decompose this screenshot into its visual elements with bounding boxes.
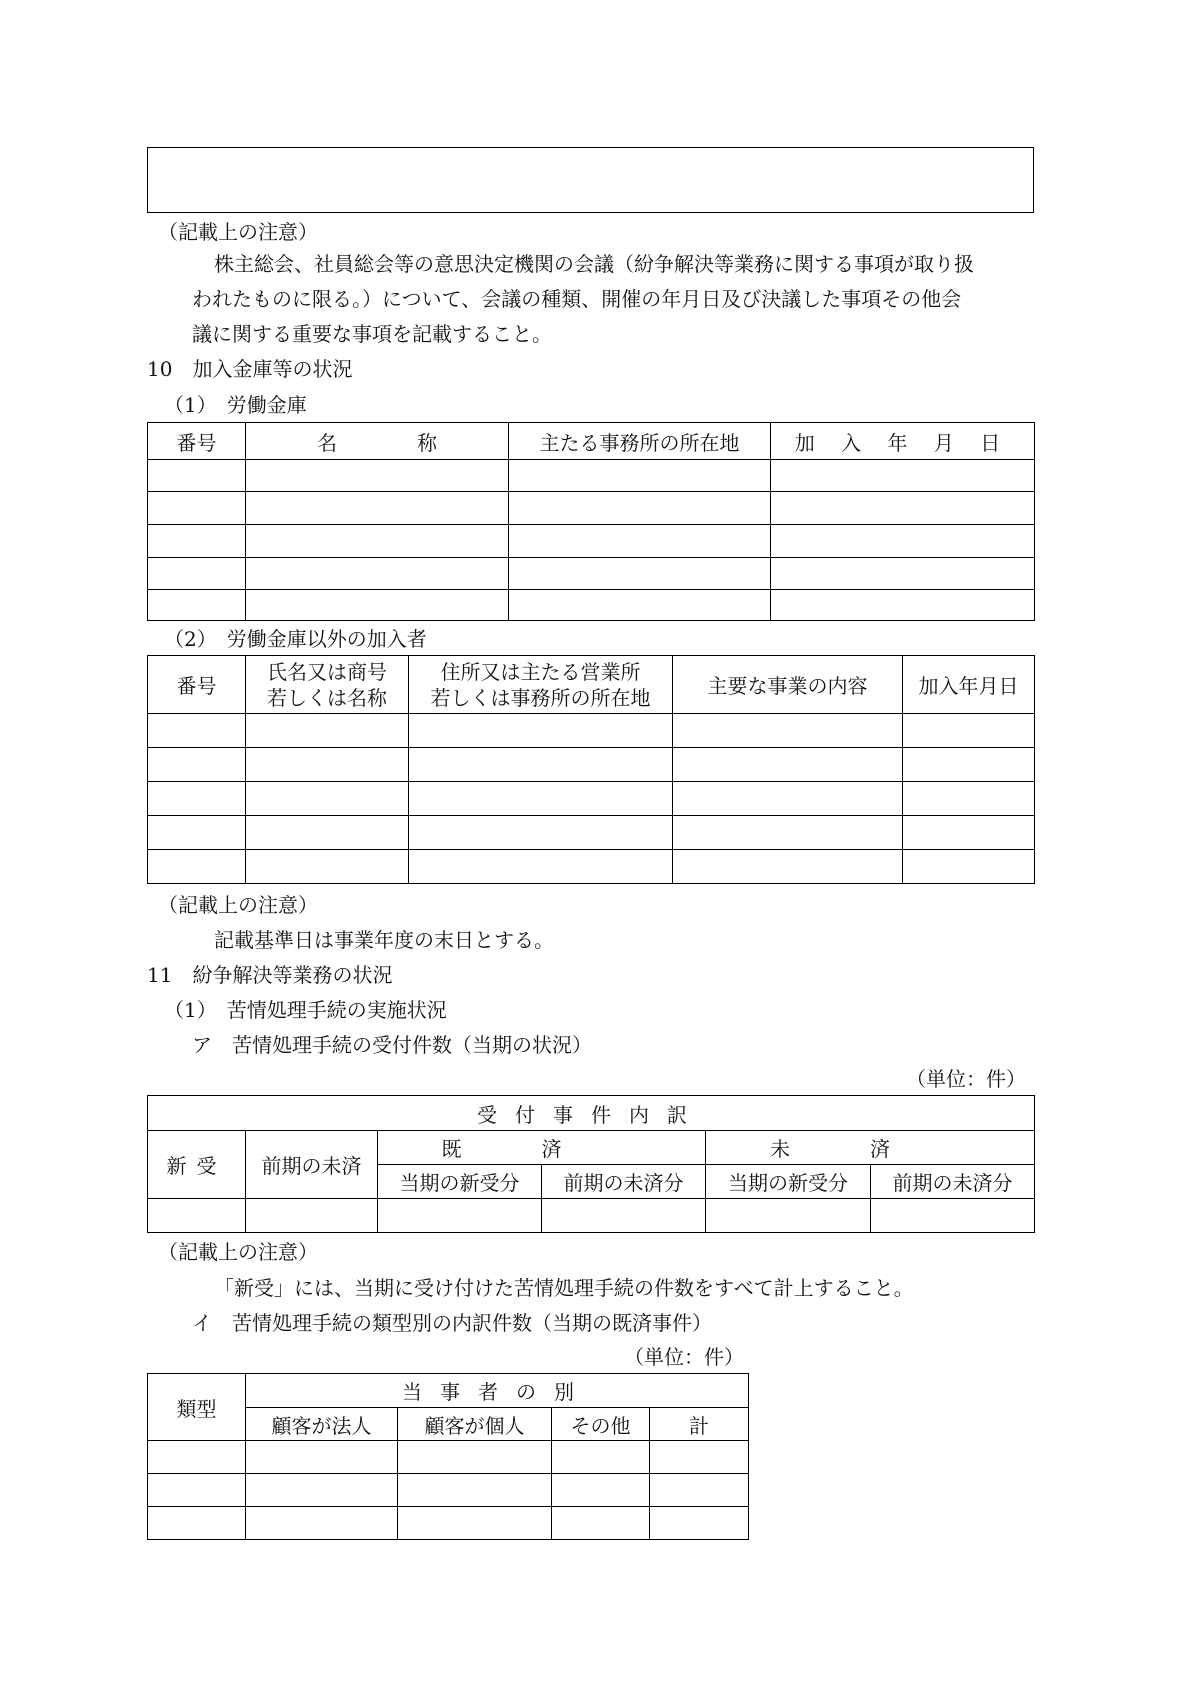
table-cell[interactable] [246,1474,398,1507]
section-11-title: 11 紛争解決等業務の状況 [147,963,393,987]
unit-label-i: （単位：件） [624,1345,744,1369]
group-header-done: 既済 [378,1131,706,1165]
table-row [148,1474,749,1507]
table-row [148,714,1035,748]
table-cell[interactable] [409,850,673,884]
table-cell[interactable] [148,558,246,590]
table-cell[interactable] [246,590,509,621]
header-line: 若しくは事務所の所在地 [430,685,651,710]
table-cell[interactable] [650,1441,749,1474]
complaint-type-table [147,1373,749,1540]
table-cell[interactable] [771,590,1035,621]
section-11-1-i-title: イ 苦情処理手続の類型別の内訳件数（当期の既済事件） [192,1311,712,1335]
table-cell[interactable] [148,525,246,558]
sub-header-done-new: 当期の新受分 [378,1165,542,1199]
section-10-1-title: （1） 労働金庫 [164,393,307,417]
col-header-type: 類型 [148,1374,246,1441]
table-cell[interactable] [509,460,771,492]
table-cell[interactable] [148,492,246,525]
table-row [148,492,1035,525]
group-header-pending: 未済 [706,1131,1035,1165]
meeting-entry-box [147,147,1034,213]
table-cell[interactable] [673,748,903,782]
note-heading-meetings: （記載上の注意） [158,220,318,244]
col-header-address [409,656,673,714]
table-cell[interactable] [409,816,673,850]
table-cell[interactable] [673,850,903,884]
table-cell[interactable] [378,1199,542,1233]
note-line-2: われたものに限る。）について、会議の種類、開催の年月日及び決議した事項その他会 [192,287,962,311]
header-line: 住所又は主たる営業所 [440,659,641,684]
table-cell[interactable] [246,1507,398,1540]
table-cell[interactable] [509,590,771,621]
table-cell[interactable] [398,1474,552,1507]
table-cell[interactable] [246,492,509,525]
header-intake-breakdown: 受付事件内訳 [148,1096,1035,1131]
table-cell[interactable] [148,460,246,492]
table-cell[interactable] [148,590,246,621]
table-cell[interactable] [148,714,246,748]
table-cell[interactable] [771,558,1035,590]
table-cell[interactable] [771,492,1035,525]
table-cell[interactable] [148,816,246,850]
table-cell[interactable] [246,816,409,850]
table-row [148,558,1035,590]
table-row [148,1199,1035,1233]
col-header-name: 名 称 [246,423,509,460]
sub-header-individual-customer: 顧客が個人 [398,1408,552,1441]
table-cell[interactable] [903,816,1035,850]
table-cell[interactable] [246,1441,398,1474]
sub-header-pending-prev: 前期の未済分 [871,1165,1035,1199]
table-cell[interactable] [398,1507,552,1540]
table-cell[interactable] [542,1199,706,1233]
table-row [148,590,1035,621]
col-header-name-or-trade-name [246,656,409,714]
table-cell[interactable] [246,525,509,558]
table-cell[interactable] [246,714,409,748]
table-cell[interactable] [650,1507,749,1540]
table-cell[interactable] [673,714,903,748]
table-cell[interactable] [246,782,409,816]
note-line-3: 議に関する重要な事項を記載すること。 [192,322,552,346]
col-header-new: 新受 [148,1131,246,1199]
table-cell[interactable] [509,558,771,590]
section-10-2-title: （2） 労働金庫以外の加入者 [164,627,427,651]
table-cell[interactable] [552,1441,650,1474]
table-row [148,850,1035,884]
sub-header-total: 計 [650,1408,749,1441]
table-cell[interactable] [398,1441,552,1474]
sub-header-other: その他 [552,1408,650,1441]
table-cell[interactable] [148,850,246,884]
table-cell[interactable] [409,714,673,748]
table-cell[interactable] [148,1507,246,1540]
table-cell[interactable] [903,748,1035,782]
col-header-prev-pending: 前期の未済 [246,1131,378,1199]
col-header-number: 番号 [148,656,246,714]
table-row [148,748,1035,782]
table-cell[interactable] [246,1199,378,1233]
note-heading-section10: （記載上の注意） [158,893,318,917]
sub-header-done-prev: 前期の未済分 [542,1165,706,1199]
note-heading-section11: （記載上の注意） [158,1240,318,1264]
table-cell[interactable] [903,782,1035,816]
note-body-section11: 「新受」には、当期に受け付けた苦情処理手続の件数をすべて計上すること。 [214,1276,914,1300]
table-cell[interactable] [509,525,771,558]
complaint-intake-table [147,1095,1035,1233]
table-cell[interactable] [148,782,246,816]
table-cell[interactable] [673,816,903,850]
table-cell[interactable] [871,1199,1035,1233]
table-cell[interactable] [246,850,409,884]
table-cell[interactable] [246,748,409,782]
table-cell[interactable] [673,782,903,816]
other-members-table [147,655,1035,884]
col-header-number: 番号 [148,423,246,460]
table-cell[interactable] [650,1474,749,1507]
table-cell[interactable] [246,558,509,590]
table-cell[interactable] [409,748,673,782]
sub-header-corporate-customer: 顧客が法人 [246,1408,398,1441]
table-cell[interactable] [148,1199,246,1233]
table-cell[interactable] [509,492,771,525]
table-row [148,1507,749,1540]
header-line: 若しくは名称 [267,685,387,710]
table-cell[interactable] [552,1474,650,1507]
sub-header-pending-new: 当期の新受分 [706,1165,871,1199]
header-line: 氏名又は商号 [267,659,387,684]
unit-label-a: （単位：件） [906,1067,1026,1091]
table-cell[interactable] [771,525,1035,558]
labor-bank-table [147,422,1035,621]
table-cell[interactable] [148,1441,246,1474]
table-cell[interactable] [771,460,1035,492]
note-body-section10: 記載基準日は事業年度の末日とする。 [214,928,554,952]
table-cell[interactable] [246,460,509,492]
section-11-1-a-title: ア 苦情処理手続の受付件数（当期の状況） [192,1033,592,1057]
header-party-type: 当事者の別 [246,1374,749,1408]
table-cell[interactable] [706,1199,871,1233]
table-cell[interactable] [903,850,1035,884]
section-10-title: 10 加入金庫等の状況 [147,357,353,381]
col-header-join-date: 加入年月日 [903,656,1035,714]
table-cell[interactable] [903,714,1035,748]
col-header-join-date: 加 入 年 月 日 [771,423,1035,460]
section-11-1-title: （1） 苦情処理手続の実施状況 [164,998,447,1022]
col-header-main-business: 主要な事業の内容 [673,656,903,714]
col-header-office-location: 主たる事務所の所在地 [509,423,771,460]
table-cell[interactable] [148,1474,246,1507]
table-row [148,525,1035,558]
table-row [148,782,1035,816]
table-cell[interactable] [552,1507,650,1540]
table-cell[interactable] [409,782,673,816]
table-row [148,460,1035,492]
note-line-1: 株主総会、社員総会等の意思決定機関の会議（紛争解決等業務に関する事項が取り扱 [214,252,974,276]
table-row [148,816,1035,850]
table-row [148,1441,749,1474]
table-cell[interactable] [148,748,246,782]
